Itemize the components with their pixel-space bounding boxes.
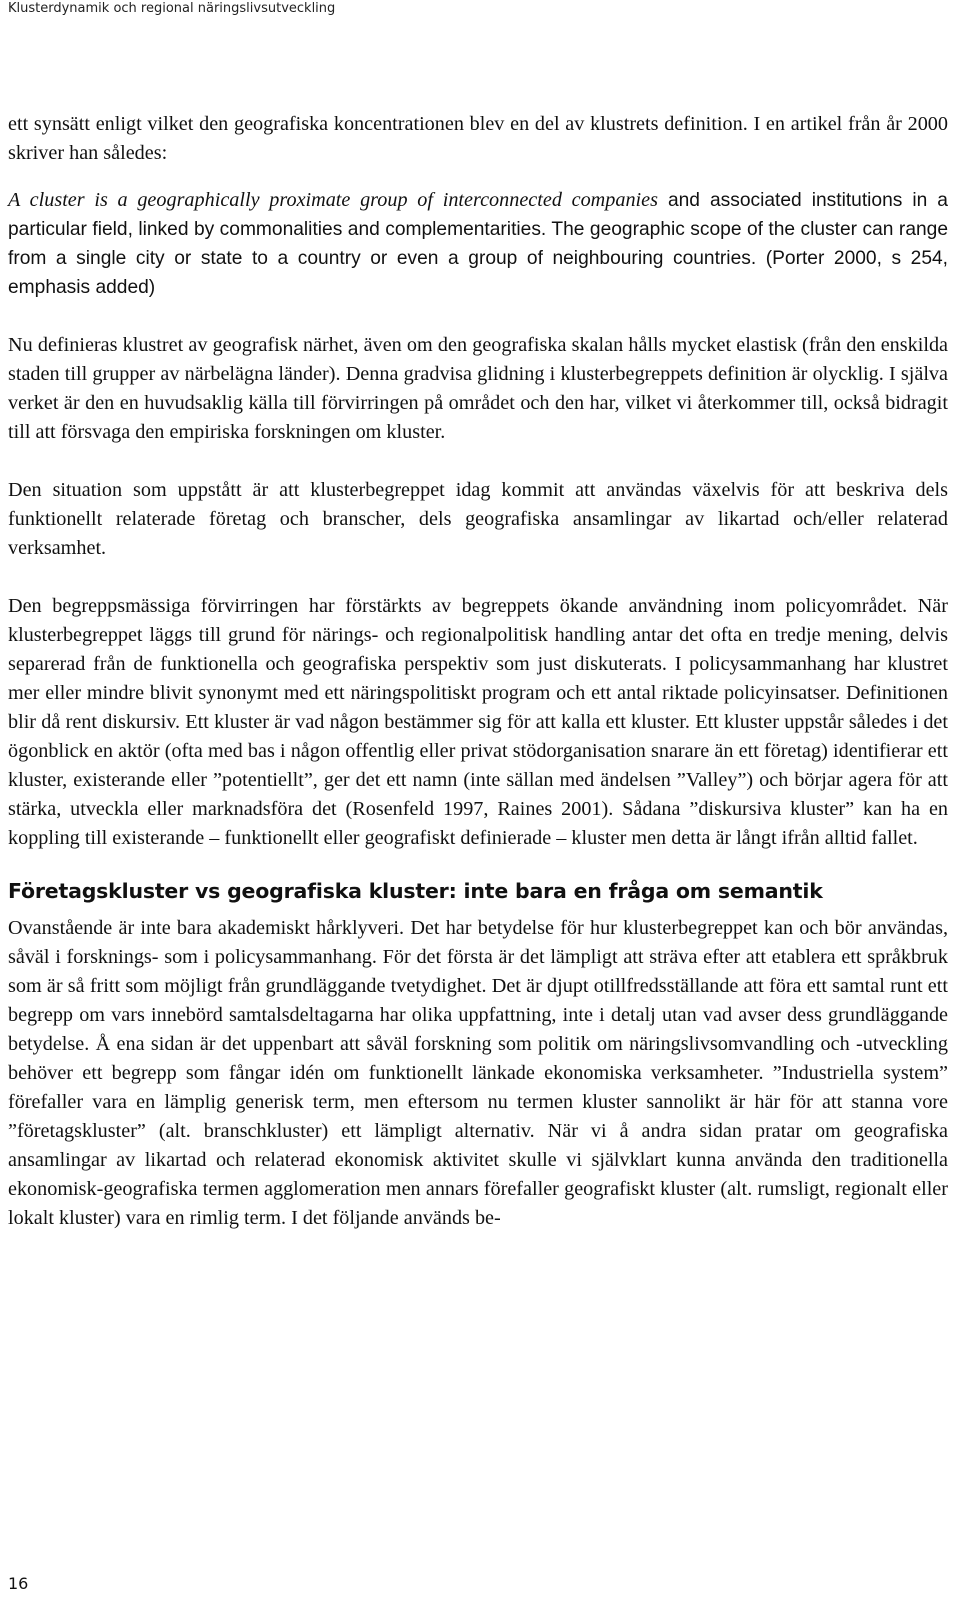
paragraph-semantics: Ovanstående är inte bara akademiskt hårklyveri. Det har betydelse för hur klusterbegreppet kan och bör användas, såväl i forsknings- som i policysammanhang. För det första är det lämpligt att sträva efter att etablera ett språkbruk som är så fritt som möjligt från grundläggande tvetydighet. Det är djupt otillfredsställande att föra ett samtal runt ett begrepp om vars innebörd samtalsdeltagarna har olika uppfattning, inte i detalj utan vad avser dess grundläggande betydelse. Å ena sidan är det uppenbart att såväl forskning som politik om näringslivsomvandling och -utveckling behöver ett begrepp som fångar idén om funktionellt länkade ekonomiska verksamheter. ”Industriella system” förefaller vara en lämplig generisk term, men eftersom nu termen kluster sannolikt är här för att stanna vore ”företagskluster” (alt. branschkluster) ett lämpligt alternativ. När vi å andra sidan pratar om geografiska ansamlingar av likartad och relaterad ekonomisk aktivitet skulle vi självklart kunna använda den traditionella ekonomisk-geografiska termen agglomeration men annars förefaller geografiskt kluster (alt. rumsligt, regionalt eller lokalt kluster) vara en rimlig term. I det följande används be-	[8, 917, 948, 1229]
section-heading: Företagskluster vs geografiska kluster: inte bara en fråga om semantik	[8, 879, 823, 903]
paragraph-intro: ett synsätt enligt vilket den geografiska koncentrationen blev en del av klustrets definition. I en artikel från år 2000 skriver han således:	[8, 113, 948, 164]
quote-text: and associated institutions in a particular field, linked by commonalities and complementarities. The geographic scope of the cluster can range from a single city or state to a country or even a group of neighbouring countries. (Porter 2000, s 254, emphasis added)	[8, 190, 948, 298]
paragraph-policy: Den begreppsmässiga förvirringen har förstärkts av begreppets ökande användning inom policyområdet. När klusterbegreppet läggs till grund för närings- och regionalpolitisk handling antar det ofta en tredje mening, delvis separerad från de funktionella och geografiska perspektiv som just diskuterats. I policysammanhang har klustret mer eller mindre blivit synonymt med ett näringspolitiskt program och ett antal riktade policyinsatser. Definitionen blir då rent diskursiv. Ett kluster är vad någon bestämmer sig för att kalla ett kluster. Ett kluster uppstår således i det ögonblick en aktör (ofta med bas i någon offentlig eller privat stödorganisation snarare än ett företag) identifierar ett kluster, existerande eller ”potentiellt”, ger det ett namn (inte sällan med ändelsen ”Valley”) och börjar agera för att stärka, utveckla eller marknadsföra det (Rosenfeld 1997, Raines 2001). Sådana ”diskursiva kluster” kan ha en koppling till existerande – funktionellt eller geografiskt definierade – kluster men detta är långt ifrån alltid fallet.	[8, 595, 948, 849]
document-body	[8, 110, 948, 1233]
running-header: Klusterdynamik och regional näringslivsutveckling	[8, 1, 336, 16]
paragraph-definition: Nu definieras klustret av geografisk närhet, även om den geografiska skalan hålls mycket elastisk (från den enskilda staden till grupper av närbelägna länder). Denna gradvisa glidning i klusterbegreppets definition är olycklig. I själva verket är den en huvudsaklig källa till förvirringen på området och den har, vilket vi återkommer till, också bidragit till att försvaga den empiriska forskningen om kluster.	[8, 334, 948, 443]
quote-italic-lead: A cluster is a geographically proximate group of interconnected companies	[8, 189, 658, 211]
block-quote	[8, 186, 948, 302]
paragraph-situation: Den situation som uppstått är att klusterbegreppet idag kommit att användas växelvis för att beskriva dels funktionellt relaterade företag och branscher, dels geografiska ansamlingar av likartad och/eller relaterad verksamhet.	[8, 479, 948, 559]
page-number: 16	[8, 1574, 29, 1593]
